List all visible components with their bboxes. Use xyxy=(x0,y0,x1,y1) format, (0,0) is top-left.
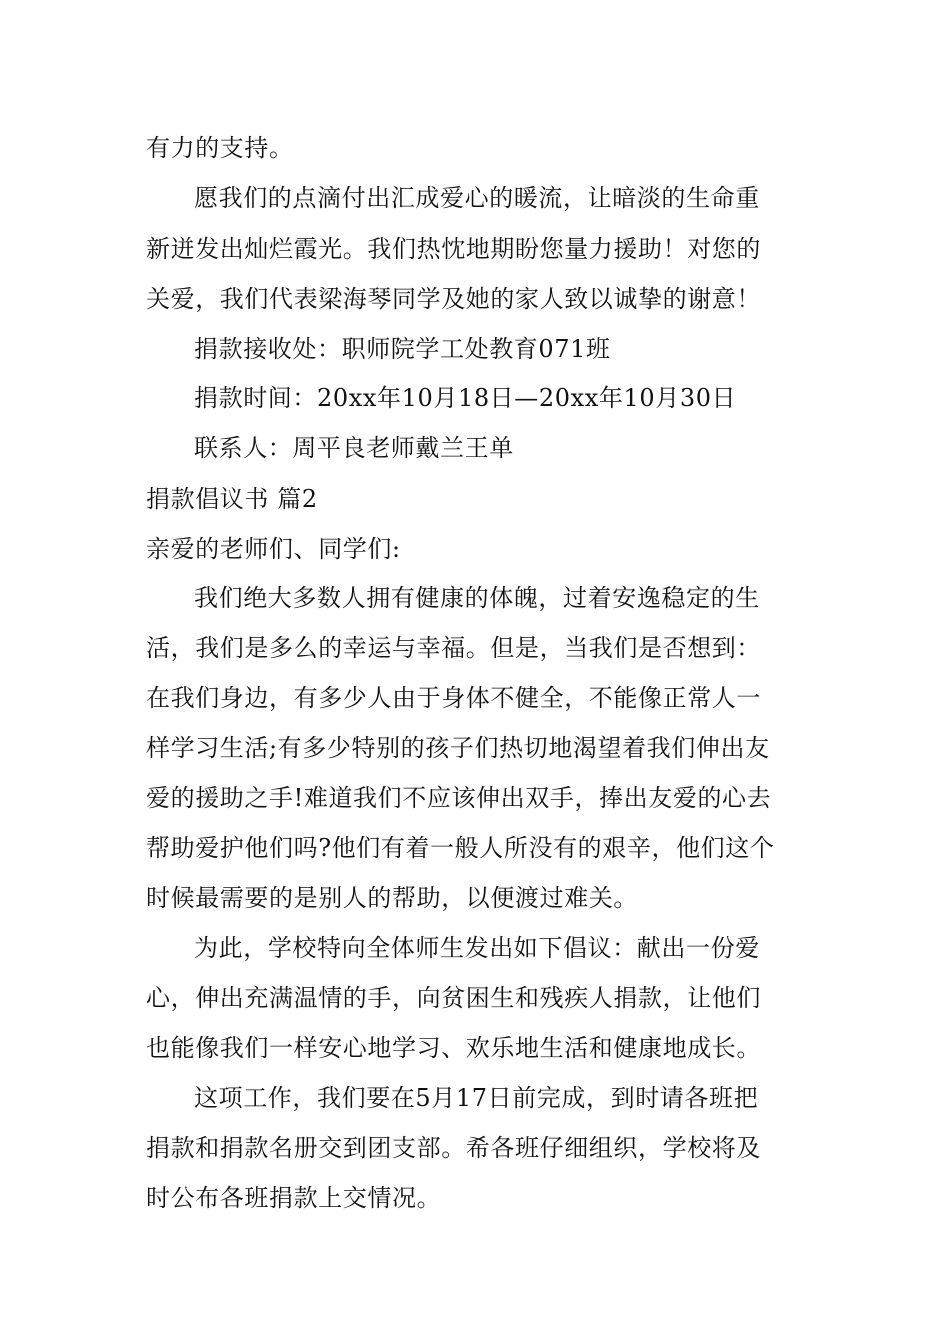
text-line: 捐款和捐款名册交到团支部。希各班仔细组织，学校将及 xyxy=(146,1134,761,1162)
donation-location: 捐款接收处：职师院学工处教育071班 xyxy=(194,335,611,363)
text-line: 样学习生活;有多少特别的孩子们热切地渴望着我们伸出友 xyxy=(146,734,770,762)
paragraph-start: 为此，学校特向全体师生发出如下倡议：献出一份爱 xyxy=(194,934,760,962)
contact-person: 联系人：周平良老师戴兰王单 xyxy=(194,434,514,462)
text-line: 时公布各班捐款上交情况。 xyxy=(146,1184,442,1212)
paragraph-start: 这项工作，我们要在5月17日前完成，到时请各班把 xyxy=(194,1084,759,1112)
salutation: 亲爱的老师们、同学们: xyxy=(146,535,401,563)
section-heading: 捐款倡议书 篇2 xyxy=(146,485,318,513)
donation-time: 捐款时间：20xx年10月18日—20xx年10月30日 xyxy=(194,384,737,412)
text-line: 帮助爱护他们吗?他们有着一般人所没有的艰辛，他们这个 xyxy=(146,834,775,862)
paragraph-start: 我们绝大多数人拥有健康的体魄，过着安逸稳定的生 xyxy=(194,584,760,612)
paragraph-start: 愿我们的点滴付出汇成爱心的暖流，让暗淡的生命重 xyxy=(194,184,760,212)
text-line: 时候最需要的是别人的帮助，以便渡过难关。 xyxy=(146,884,638,912)
text-line: 新迸发出灿烂霞光。我们热忱地期盼您量力援助！对您的 xyxy=(146,235,761,263)
text-line: 爱的援助之手!难道我们不应该伸出双手，捧出友爱的心去 xyxy=(146,784,772,812)
text-line: 有力的支持。 xyxy=(146,134,294,162)
text-line: 在我们身边，有多少人由于身体不健全，不能像正常人一 xyxy=(146,684,761,712)
text-line: 也能像我们一样安心地学习、欢乐地生活和健康地成长。 xyxy=(146,1034,761,1062)
text-line: 心，伸出充满温情的手，向贫困生和残疾人捐款，让他们 xyxy=(146,984,761,1012)
text-line: 活，我们是多么的幸运与幸福。但是，当我们是否想到： xyxy=(146,634,761,662)
text-line: 关爱，我们代表梁海琴同学及她的家人致以诚挚的谢意！ xyxy=(146,285,761,313)
